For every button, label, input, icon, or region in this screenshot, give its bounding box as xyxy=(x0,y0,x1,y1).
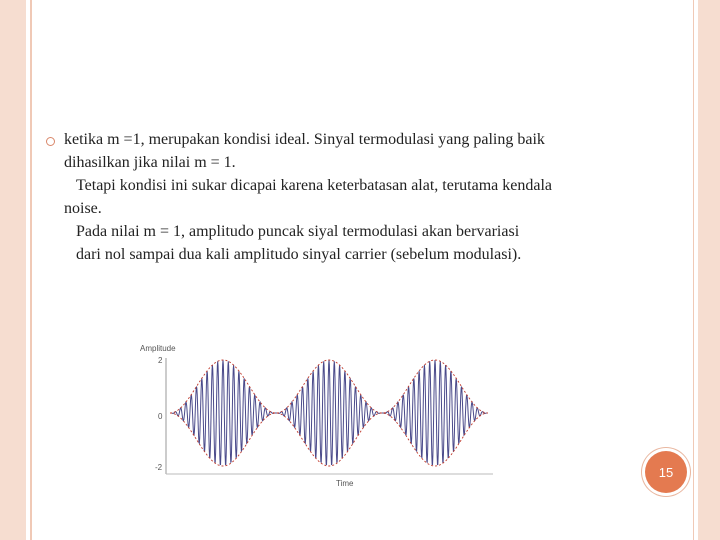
right-border-line xyxy=(693,0,694,540)
left-border-band xyxy=(0,0,26,540)
page-number-badge: 15 xyxy=(645,451,687,493)
bullet-icon xyxy=(46,137,55,146)
y-tick-label: 0 xyxy=(158,412,163,421)
slide-paragraph: ketika m =1, merupakan kondisi ideal. Sinyal termodulasi yang paling baik dihasilkan jika nilai m = 1. Tetapi kondisi ini sukar dicapai karena keterbatasan alat, terutama kendala noise. Pada nilai m = 1, amplitudo puncak siyal termodulasi akan bervariasi dari nol sampai dua kali amplitudo sinyal carrier (sebelum modulasi). xyxy=(64,131,553,263)
y-tick-label: 2 xyxy=(158,356,163,365)
envelope-lower-line xyxy=(170,413,488,466)
right-border-band xyxy=(698,0,720,540)
am-signal-chart xyxy=(138,340,498,495)
plot-area xyxy=(170,360,488,466)
y-tick-label: -2 xyxy=(155,463,163,472)
modulated-signal-line xyxy=(170,360,488,465)
left-border-line xyxy=(30,0,32,540)
y-axis-label: Amplitude xyxy=(140,344,176,353)
x-axis-label: Time xyxy=(336,479,354,488)
